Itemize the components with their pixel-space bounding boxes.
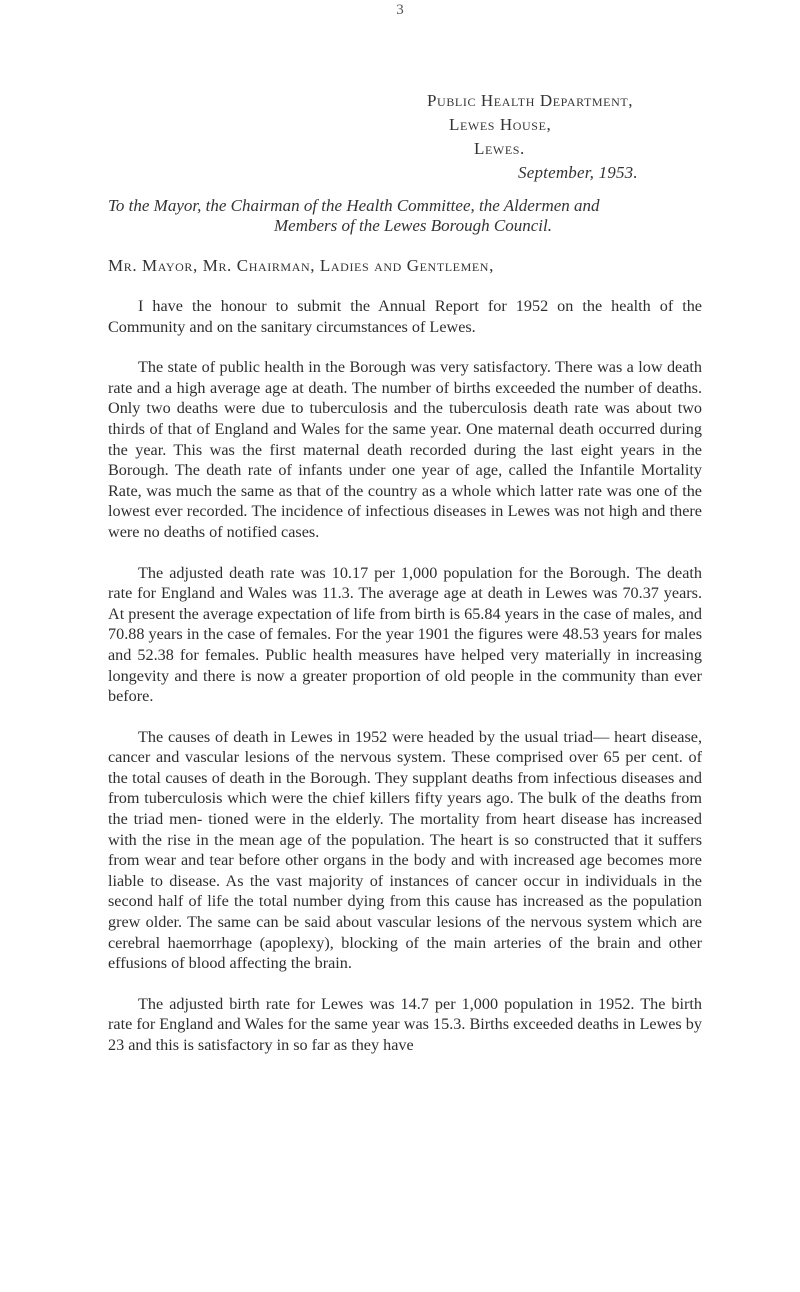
page-number: 3 xyxy=(396,2,404,18)
addressee-line-1: To the Mayor, the Chairman of the Health Committee, the Aldermen and xyxy=(108,196,600,215)
paragraph-causes-of-death: The causes of death in Lewes in 1952 were headed by the usual triad— heart disease, cancer and vascular lesions of the nervous system. These comprised over 65 per cent. of the total causes of death in the Borough. They supplant deaths from infectious diseases and from tuberculosis which were the chief killers fifty years ago. The bulk of the deaths from the triad men- tioned were in the elderly. The mortality from heart disease has increased with the rise in the mean age of the population. The heart is so constructed that it suffers from wear and tear before other organs in the body and with increased age becomes more liable to disease. As the vast majority of instances of cancer occur in individuals in the second half of life the total number dying from this cause has increased as the population grew older. The same can be said about vascular lesions of the nervous system which are cerebral haemorrhage (apoplexy), blocking of the main arteries of the brain and other effusions of blood affecting the brain. xyxy=(108,727,702,973)
address-building: Lewes House, xyxy=(449,115,552,134)
paragraph-public-health: The state of public health in the Borough was very satisfactory. There was a low death rate and a high average age at death. The number of births exceeded the number of deaths. Only two deaths were due to tuberculosis and the tuberculosis death rate was about two thirds of that of England and Wales for the same year. One maternal death occurred during the year. This was the first maternal death recorded during the last eight years in the Borough. The death rate of infants under one year of age, called the Infantile Mortality Rate, was much the same as that of the country as a whole which latter rate was one of the lowest ever recorded. The incidence of infectious diseases in Lewes was not high and there were no deaths of notified cases. xyxy=(108,358,702,541)
addressee-line-2: Members of the Lewes Borough Council. xyxy=(274,216,552,235)
salutation: Mr. Mayor, Mr. Chairman, Ladies and Gentlemen, xyxy=(108,256,494,275)
address-town: Lewes. xyxy=(474,139,525,158)
sender-address xyxy=(427,89,638,185)
letter-date: September, 1953. xyxy=(518,163,638,182)
paragraph-death-rate: The adjusted death rate was 10.17 per 1,000 population for the Borough. The death rate for England and Wales was 11.3. The average age at death in Lewes was 70.37 years. At present the average expectation of life from birth is 65.84 years in the case of males, and 70.88 years in the case of females. For the year 1901 the figures were 48.53 years for males and 52.38 for females. Public health measures have helped very materially in increasing longevity and there is now a greater proportion of old people in the community than ever before. xyxy=(108,563,702,706)
addressee xyxy=(108,196,708,236)
address-department: Public Health Department, xyxy=(427,91,634,110)
report-body xyxy=(108,296,702,1056)
paragraph-intro: I have the honour to submit the Annual Report for 1952 on the health of the Community and on the sanitary circumstances of Lewes. xyxy=(108,297,702,336)
paragraph-birth-rate: The adjusted birth rate for Lewes was 14.7 per 1,000 population in 1952. The birth rate for England and Wales for the same year was 15.3. Births exceeded deaths in Lewes by 23 and this is satisfactory in so far as they have xyxy=(108,994,702,1054)
